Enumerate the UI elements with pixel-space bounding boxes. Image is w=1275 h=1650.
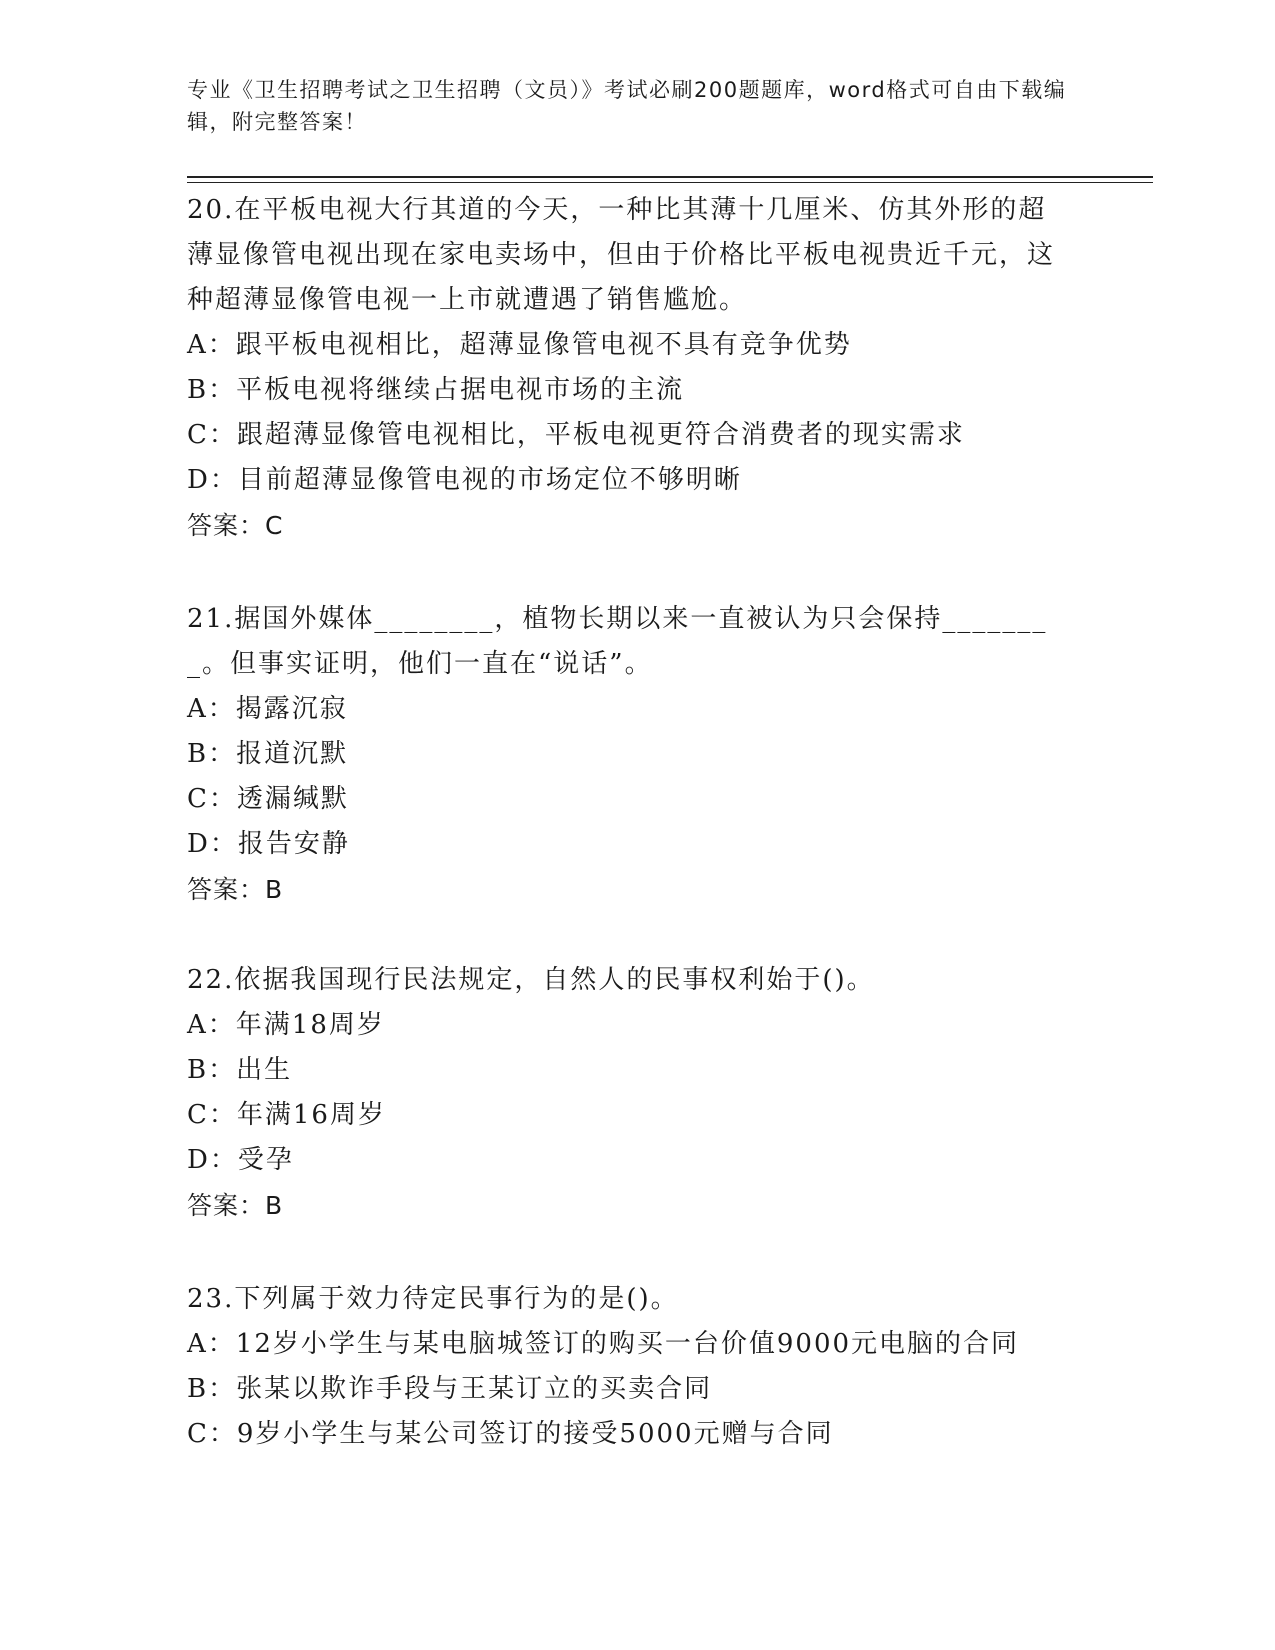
option-b: B：张某以欺诈手段与王某订立的买卖合同 xyxy=(187,1374,713,1404)
option-d: D：报告安静 xyxy=(187,829,350,859)
document-header: 专业《卫生招聘考试之卫生招聘（文员）》考试必刷200题题库，word格式可自由下载编辑，附完整答案！ xyxy=(187,78,1067,134)
question-stem: 20.在平板电视大行其道的今天，一种比其薄十几厘米、仿其外形的超薄显像管电视出现在家电卖场中，但由于价格比平板电视贵近千元，这种超薄显像管电视一上市就遭遇了销售尴尬。 xyxy=(187,195,1056,315)
option-c: C：透漏缄默 xyxy=(187,784,349,814)
option-c: C：9岁小学生与某公司签订的接受5000元赠与合同 xyxy=(187,1419,834,1449)
option-d: D：受孕 xyxy=(187,1145,294,1175)
option-b: B：出生 xyxy=(187,1055,293,1085)
option-a: A：年满18周岁 xyxy=(187,1010,385,1040)
question-stem: 22.依据我国现行民法规定，自然人的民事权利始于()。 xyxy=(187,965,875,995)
option-b: B：报道沉默 xyxy=(187,739,349,769)
question-21 xyxy=(187,597,1067,912)
question-stem: 21.据国外媒体________，植物长期以来一直被认为只会保持________。但事实证明，他们一直在“说话”。 xyxy=(187,604,1048,679)
option-b: B：平板电视将继续占据电视市场的主流 xyxy=(187,375,685,405)
option-d: D：目前超薄显像管电视的市场定位不够明晰 xyxy=(187,465,742,495)
header-divider-thick xyxy=(187,176,1153,178)
answer-line: 答案：B xyxy=(187,875,284,904)
option-a: A：揭露沉寂 xyxy=(187,694,348,724)
option-a: A：跟平板电视相比，超薄显像管电视不具有竞争优势 xyxy=(187,330,852,360)
question-stem: 23.下列属于效力待定民事行为的是()。 xyxy=(187,1284,679,1314)
answer-line: 答案：B xyxy=(187,1191,284,1220)
answer-line: 答案：C xyxy=(187,511,284,540)
question-23 xyxy=(187,1277,1067,1457)
question-22 xyxy=(187,958,1067,1228)
header-divider-thin xyxy=(187,182,1153,183)
option-c: C：跟超薄显像管电视相比，平板电视更符合消费者的现实需求 xyxy=(187,420,965,450)
option-c: C：年满16周岁 xyxy=(187,1100,386,1130)
option-a: A：12岁小学生与某电脑城签订的购买一台价值9000元电脑的合同 xyxy=(187,1329,1020,1359)
question-20 xyxy=(187,188,1067,548)
